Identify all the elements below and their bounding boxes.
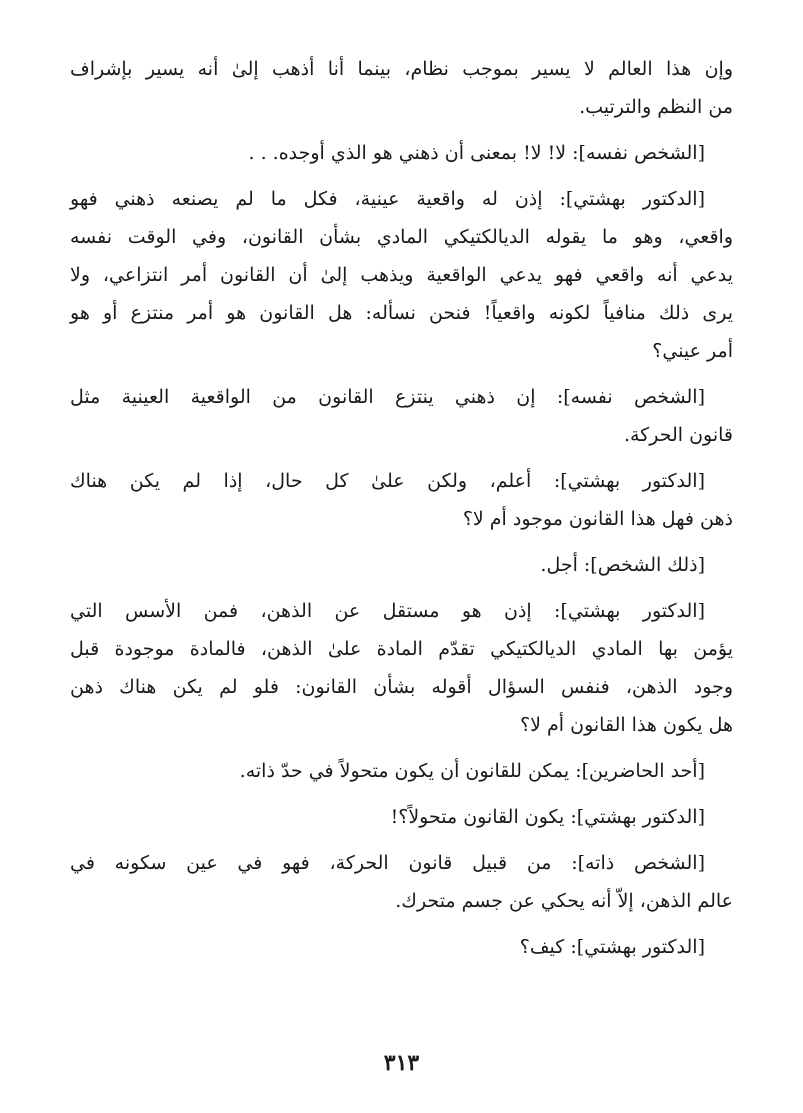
paragraph-6 <box>70 546 733 584</box>
text-line: وإن هذا العالم لا يسير بموجب نظام، بينما أنا أذهب إلىٰ أنه يسير بإشراف <box>70 58 733 80</box>
text-line: [ذلك الشخص]: أجل. <box>540 554 705 576</box>
text-line: يدعي أنه واقعي فهو يدعي الواقعية ويذهب إلىٰ أن القانون أمر انتزاعي، ولا <box>70 264 733 286</box>
text-line: واقعي، وهو ما يقوله الديالكتيكي المادي بشأن القانون، وفي الوقت نفسه <box>70 226 733 248</box>
text-line: [الدكتور بهشتي]: يكون القانون متحولاً؟! <box>390 806 705 828</box>
paragraph-11 <box>70 928 733 966</box>
text-line: [الدكتور بهشتي]: كيف؟ <box>519 936 705 958</box>
text-line: وجود الذهن، فنفس السؤال أقوله بشأن القانون: فلو لم يكن هناك ذهن <box>70 676 733 698</box>
paragraph-5 <box>70 462 733 538</box>
text-line: [الشخص نفسه]: لا! لا! بمعنى أن ذهني هو الذي أوجده. . . <box>248 142 705 164</box>
paragraph-10 <box>70 844 733 920</box>
text-line: [أحد الحاضرين]: يمكن للقانون أن يكون متحولاً في حدّ ذاته. <box>239 760 705 782</box>
paragraph-2 <box>70 134 733 172</box>
paragraph-4 <box>70 378 733 454</box>
paragraph-1 <box>70 50 733 126</box>
text-line: عالم الذهن، إلاّ أنه يحكي عن جسم متحرك. <box>395 890 733 912</box>
page-number: ٣١٣ <box>383 1050 420 1076</box>
text-line: [الدكتور بهشتي]: أعلم، ولكن علىٰ كل حال، إذا لم يكن هناك <box>70 470 705 492</box>
paragraph-9 <box>70 798 733 836</box>
text-line: [الدكتور بهشتي]: إذن هو مستقل عن الذهن، فمن الأسس التي <box>70 600 705 622</box>
text-line: [الشخص ذاته]: من قبيل قانون الحركة، فهو في عين سكونه في <box>70 852 705 874</box>
text-line: أمر عيني؟ <box>652 340 733 362</box>
text-line: من النظم والترتيب. <box>579 96 733 118</box>
paragraph-3 <box>70 180 733 370</box>
page-body <box>70 50 733 974</box>
text-line: هل يكون هذا القانون أم لا؟ <box>520 714 733 736</box>
paragraph-7 <box>70 592 733 744</box>
paragraph-8 <box>70 752 733 790</box>
text-line: يرى ذلك منافياً لكونه واقعياً! فنحن نسأله: هل القانون هو أمر منتزع أو هو <box>70 302 733 324</box>
text-line: يؤمن بها المادي الديالكتيكي تقدّم المادة علىٰ الذهن، فالمادة موجودة قبل <box>70 638 733 660</box>
text-line: [الشخص نفسه]: إن ذهني ينتزع القانون من الواقعية العينية مثل <box>70 386 705 408</box>
text-line: قانون الحركة. <box>623 424 733 446</box>
text-line: ذهن فهل هذا القانون موجود أم لا؟ <box>462 508 733 530</box>
text-line: [الدكتور بهشتي]: إذن له واقعية عينية، فكل ما لم يصنعه ذهني فهو <box>70 188 705 210</box>
